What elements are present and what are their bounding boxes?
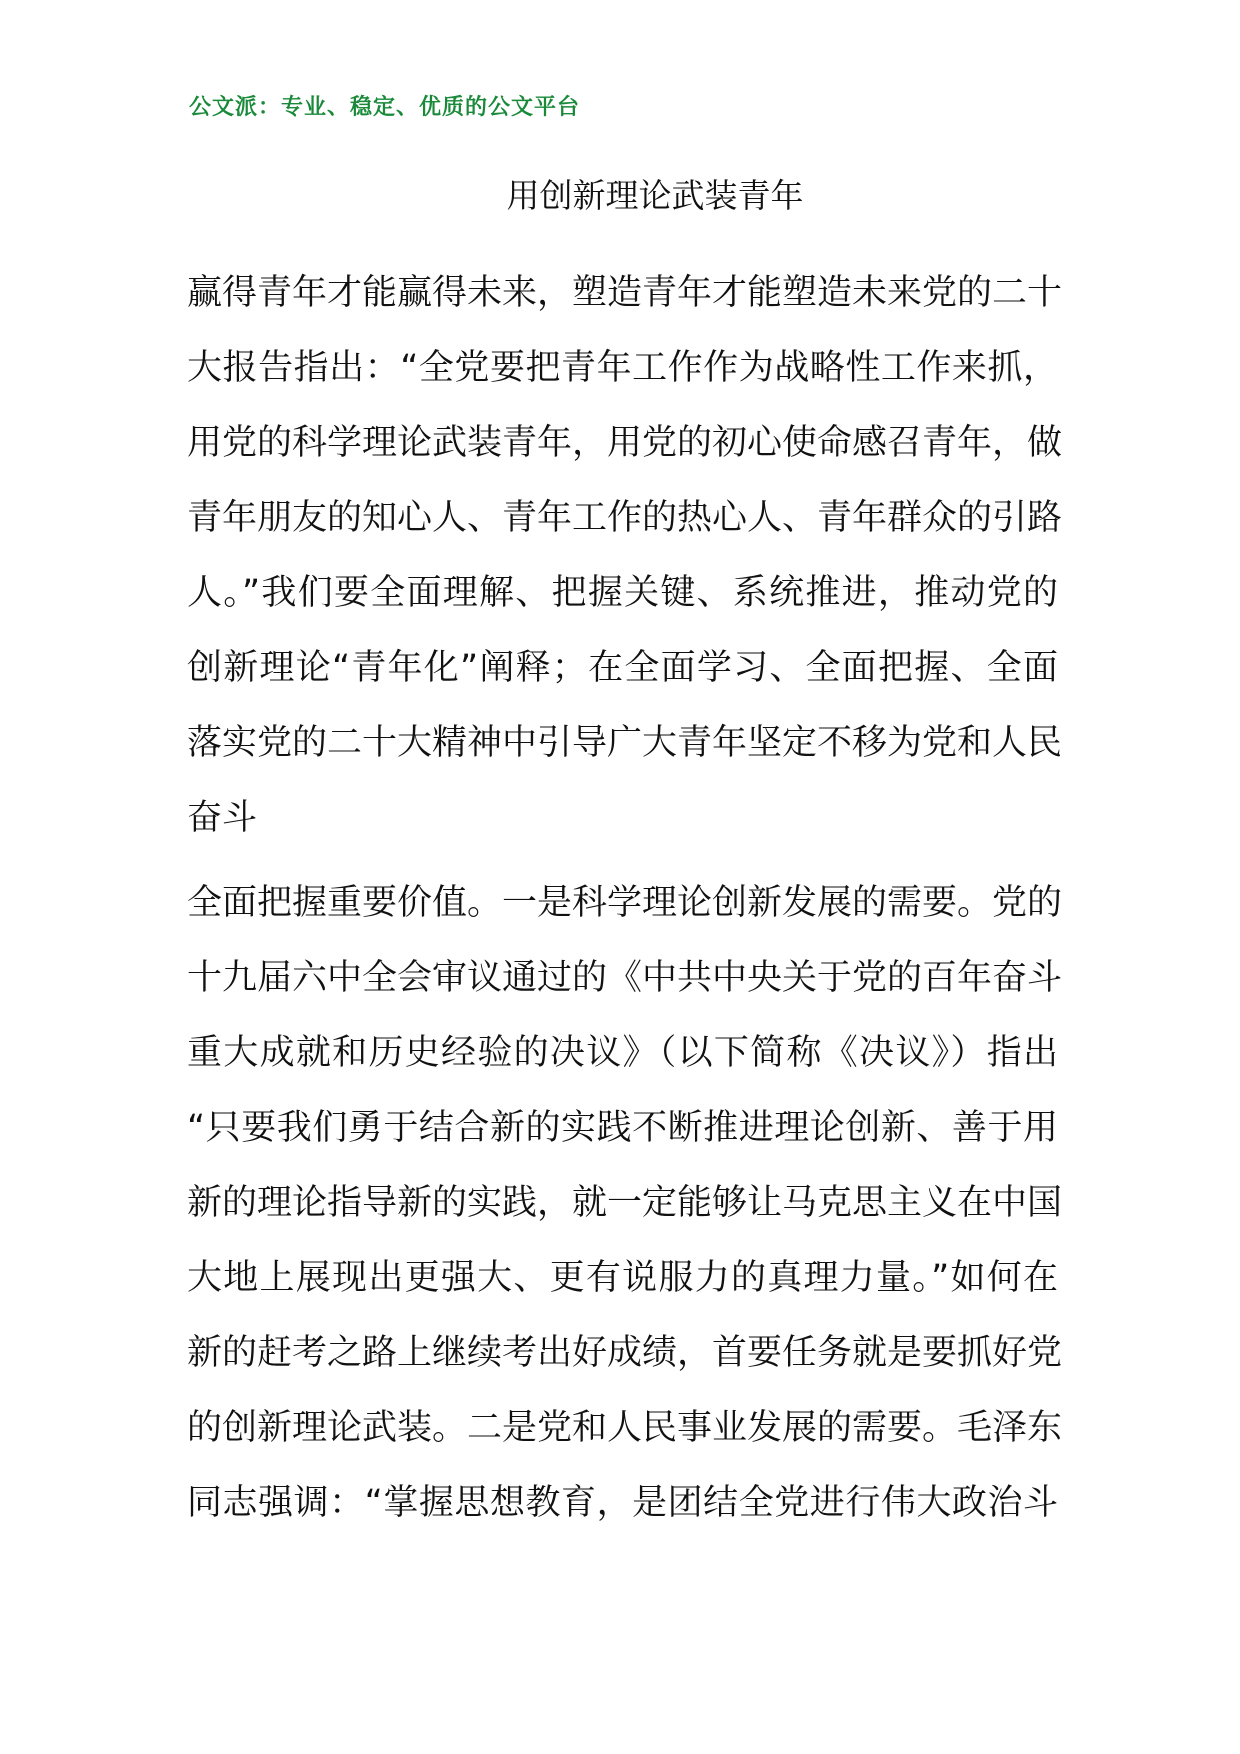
paragraph-line: 全面把握重要价值。一是科学理论创新发展的需要。党的 bbox=[187, 883, 1063, 923]
paragraph-line: 用党的科学理论武装青年，用党的初心使命感召青年，做 bbox=[187, 423, 1063, 463]
paragraph-line: 大报告指出：“全党要把青年工作作为战略性工作来抓， bbox=[187, 348, 1058, 388]
paragraph-line: 十九届六中全会审议通过的《中共中央关于党的百年奋斗 bbox=[187, 958, 1063, 998]
site-banner: 公文派：专业、稳定、优质的公文平台 bbox=[189, 94, 581, 120]
paragraph-line: 奋斗 bbox=[187, 798, 258, 838]
paragraph-line: 人。”我们要全面理解、把握关键、系统推进，推动党的 bbox=[187, 573, 1058, 613]
paragraph-line: 新的理论指导新的实践，就一定能够让马克思主义在中国 bbox=[187, 1183, 1063, 1223]
document-title: 用创新理论武装青年 bbox=[506, 176, 804, 215]
paragraph-2 bbox=[187, 866, 1063, 1541]
paragraph-line: “只要我们勇于结合新的实践不断推进理论创新、善于用 bbox=[187, 1108, 1058, 1148]
paragraph-line: 大地上展现出更强大、更有说服力的真理力量。”如何在 bbox=[187, 1258, 1058, 1298]
paragraph-line: 创新理论“青年化”阐释；在全面学习、全面把握、全面 bbox=[187, 648, 1058, 688]
paragraph-line: 的创新理论武装。二是党和人民事业发展的需要。毛泽东 bbox=[187, 1408, 1063, 1448]
paragraph-line: 重大成就和历史经验的决议》（以下简称《决议》）指出 bbox=[187, 1033, 1058, 1073]
paragraph-line: 落实党的二十大精神中引导广大青年坚定不移为党和人民 bbox=[187, 723, 1063, 763]
paragraph-line: 青年朋友的知心人、青年工作的热心人、青年群众的引路 bbox=[187, 498, 1063, 538]
paragraph-line: 赢得青年才能赢得未来，塑造青年才能塑造未来党的二十 bbox=[187, 273, 1063, 313]
paragraph-line: 同志强调：“掌握思想教育，是团结全党进行伟大政治斗 bbox=[187, 1483, 1058, 1523]
paragraph-line: 新的赶考之路上继续考出好成绩，首要任务就是要抓好党 bbox=[187, 1333, 1063, 1373]
paragraph-1 bbox=[187, 256, 1063, 856]
